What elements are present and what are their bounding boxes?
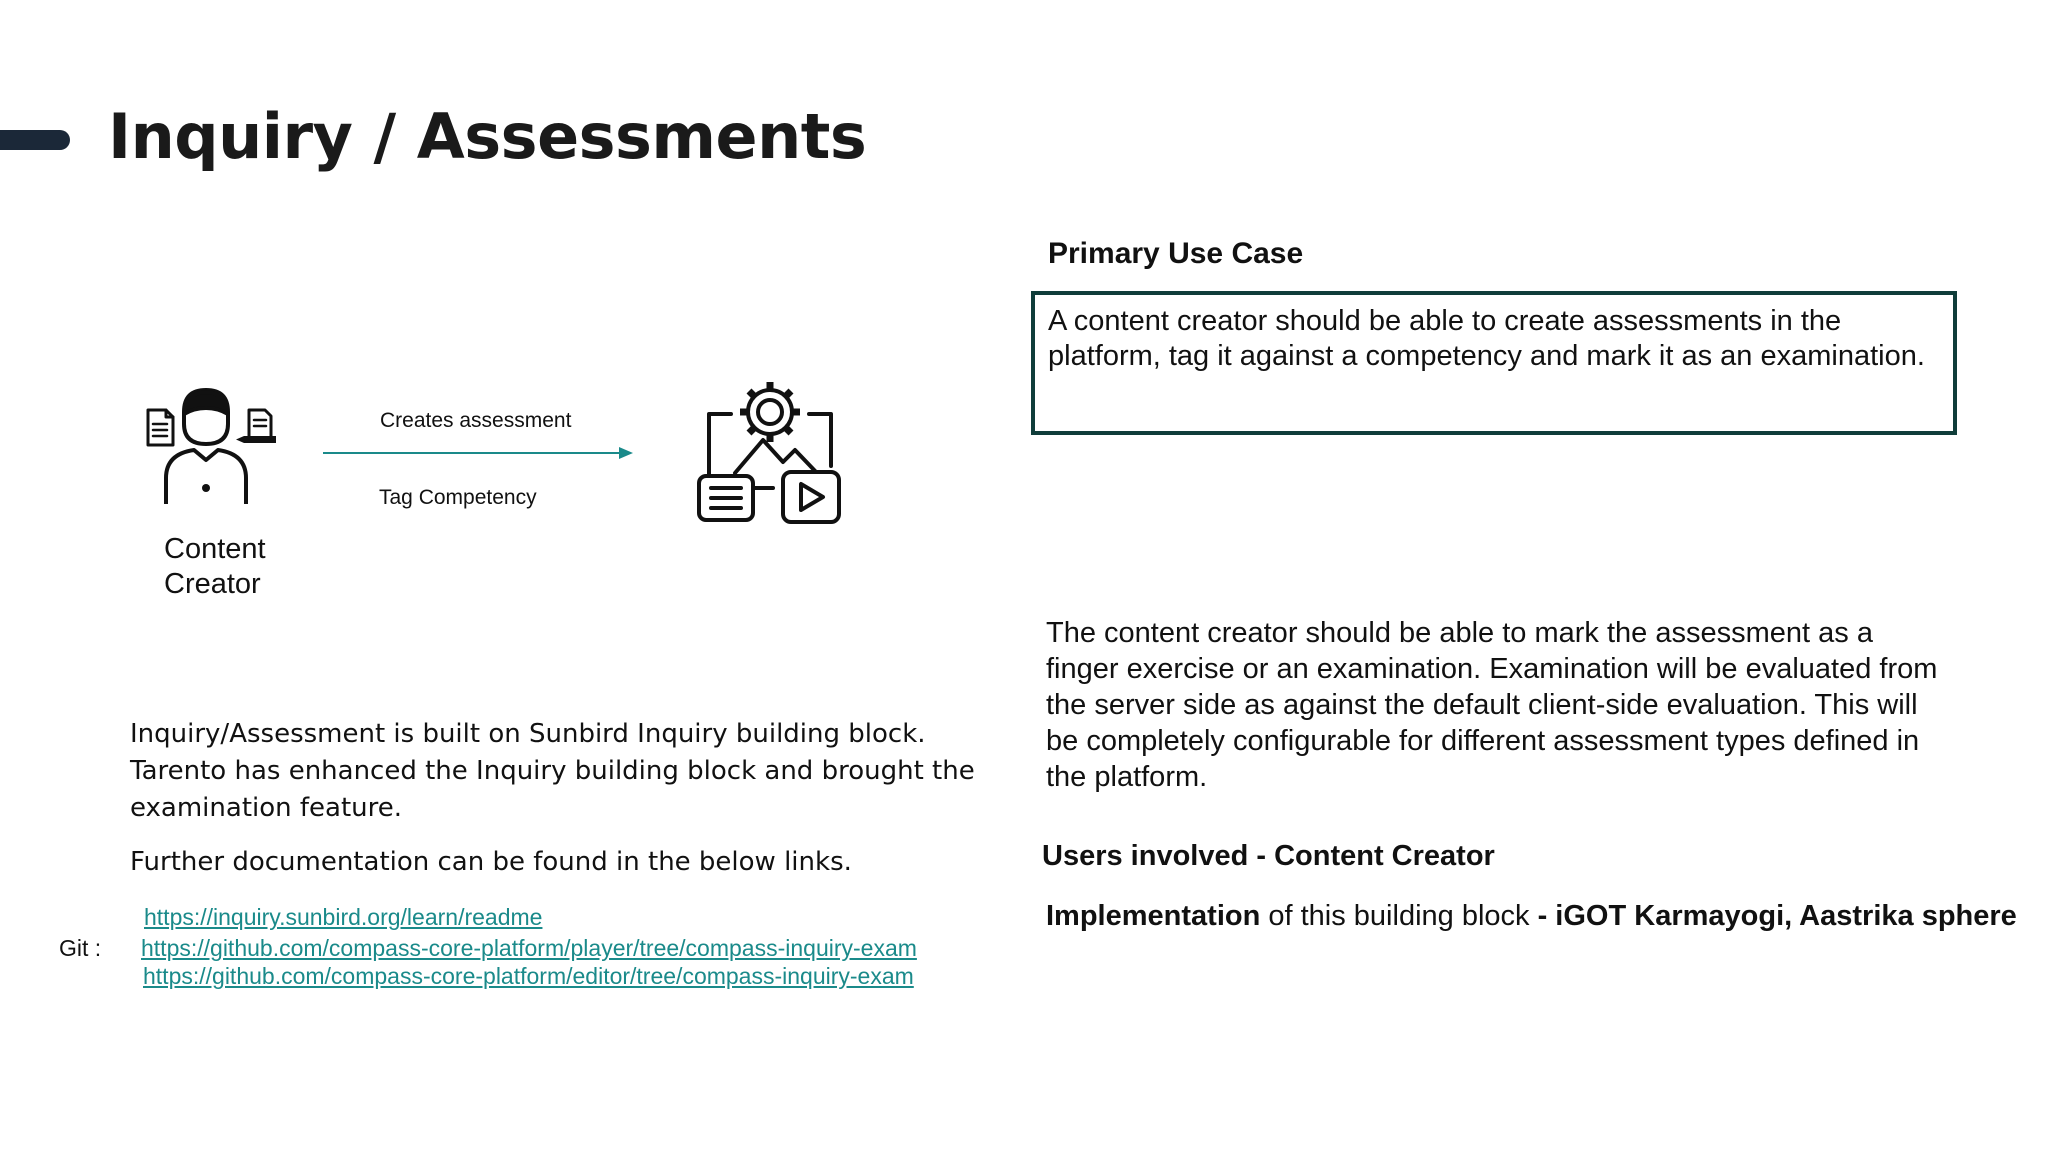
link-github-player[interactable]: https://github.com/compass-core-platform/player/tree/compass-inquiry-exam — [141, 935, 917, 961]
use-case-text: A content creator should be able to create assessments in the platform, tag it against a competency and mark it as an examination. — [1048, 305, 1925, 372]
description-paragraph: Inquiry/Assessment is built on Sunbird Inquiry building block. Tarento has enhanced the Inquiry building block and brought the examination feature. — [130, 719, 975, 823]
link-inquiry-readme[interactable]: https://inquiry.sunbird.org/learn/readme — [144, 904, 543, 930]
arrow-label-creates: Creates assessment — [380, 409, 572, 432]
implementation-label: Implementation — [1046, 900, 1261, 932]
page-title: Inquiry / Assessments — [108, 100, 867, 173]
git-label: Git : — [59, 935, 102, 961]
implementation-line — [1046, 900, 2017, 933]
title-accent-bar — [0, 130, 70, 150]
use-case-details: The content creator should be able to mark the assessment as a finger exercise or an examination. Examination will be evaluated from the server side as against the default client-side evaluation. This will be completely configurable for different assessment types defined in the platform. — [1046, 617, 1938, 793]
description-block — [130, 716, 1010, 881]
arrow-label-tag: Tag Competency — [379, 486, 537, 509]
content-creator-label-line2: Creator — [164, 568, 261, 600]
link-github-editor[interactable]: https://github.com/compass-core-platform/editor/tree/compass-inquiry-exam — [143, 963, 914, 989]
primary-use-case-heading: Primary Use Case — [1048, 237, 1304, 270]
implementation-adopters: - iGOT Karmayogi, Aastrika sphere — [1537, 900, 2017, 932]
flow-arrow-icon — [323, 446, 633, 460]
content-creator-label — [164, 532, 266, 602]
content-assets-icon — [695, 378, 845, 524]
content-creator-icon — [140, 388, 290, 504]
further-docs-text: Further documentation can be found in the below links. — [130, 847, 852, 877]
users-involved: Users involved - Content Creator — [1042, 840, 1495, 872]
content-creator-label-line1: Content — [164, 533, 266, 565]
implementation-text: of this building block — [1260, 900, 1538, 932]
